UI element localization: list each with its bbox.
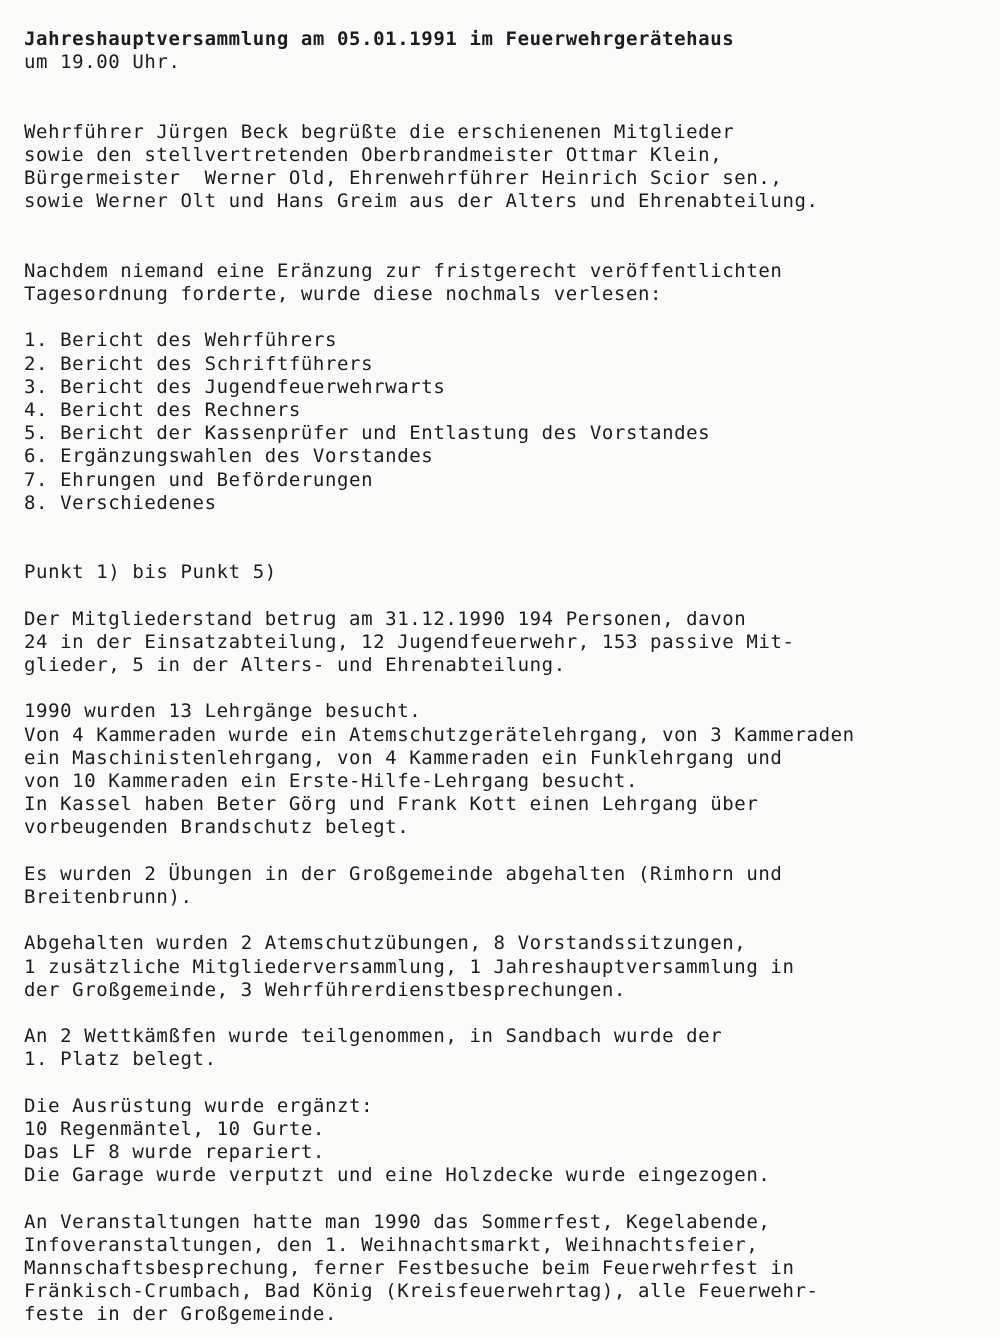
courses-line: vorbeugenden Brandschutz belegt. [24, 816, 410, 839]
courses-line: von 10 Kammeraden ein Erste-Hilfe-Lehrgang besucht. [24, 770, 638, 793]
agenda-item: 4. Bericht des Rechners [24, 399, 301, 422]
exercises-line: Breitenbrunn). [24, 885, 193, 908]
competitions-line: An 2 Wettkämßfen wurde teilgenommen, in Sandbach wurde der [24, 1025, 723, 1048]
equipment-line: Die Ausrüstung wurde ergänzt: [24, 1094, 374, 1117]
courses-line: Von 4 Kammeraden wurde ein Atemschutzgerätelehrgang, von 3 Kammeraden [24, 723, 855, 746]
events-line: feste in der Großgemeinde. [24, 1303, 338, 1326]
agenda-item: 1. Bericht des Wehrführers [24, 329, 338, 352]
meetings-line: Abgehalten wurden 2 Atemschutzübungen, 8 Vorstandssitzungen, [24, 932, 747, 955]
meetings-line: der Großgemeinde, 3 Wehrführerdienstbesprechungen. [24, 978, 626, 1001]
exercises-line: Es wurden 2 Übungen in der Großgemeinde abgehalten (Rimhorn und [24, 862, 783, 885]
meetings-line: 1 zusätzliche Mitgliederversammlung, 1 Jahreshauptversammlung in [24, 955, 795, 978]
events-line: Fränkisch-Crumbach, Bad König (Kreisfeuerwehrtag), alle Feuerwehr- [24, 1280, 819, 1303]
equipment-line: Die Garage wurde verputzt und eine Holzdecke wurde eingezogen. [24, 1164, 771, 1187]
greeting-line: Wehrführer Jürgen Beck begrüßte die erschienenen Mitglieder [24, 120, 735, 143]
events-line: Infoveranstaltungen, den 1. Weihnachtsmarkt, Weihnachtsfeier, [24, 1233, 759, 1256]
greeting-line: Bürgermeister Werner Old, Ehrenwehrführer Heinrich Scior sen., [24, 167, 783, 190]
agenda-item: 7. Ehrungen und Beförderungen [24, 468, 374, 491]
agenda-intro-paragraph [24, 260, 984, 306]
agenda-item: 2. Bericht des Schriftführers [24, 352, 374, 375]
agenda-item: 6. Ergänzungswahlen des Vorstandes [24, 445, 434, 468]
events-paragraph [24, 1211, 984, 1327]
document-page [24, 28, 984, 1327]
courses-line: ein Maschinistenlehrgang, von 4 Kammeraden ein Funklehrgang und [24, 746, 783, 769]
agenda-item: 8. Verschiedenes [24, 491, 217, 514]
equipment-paragraph [24, 1095, 984, 1188]
courses-paragraph [24, 700, 984, 839]
courses-line: 1990 wurden 13 Lehrgänge besucht. [24, 700, 422, 723]
members-line: Der Mitgliederstand betrug am 31.12.1990 194 Personen, davon [24, 607, 747, 630]
section-heading: Punkt 1) bis Punkt 5) [24, 561, 277, 584]
equipment-line: Das LF 8 wurde repariert. [24, 1141, 325, 1164]
courses-line: In Kassel haben Beter Görg und Frank Kott einen Lehrgang über [24, 793, 759, 816]
agenda-item: 5. Bericht der Kassenprüfer und Entlastung des Vorstandes [24, 422, 711, 445]
members-line: 24 in der Einsatzabteilung, 12 Jugendfeuerwehr, 153 passive Mit- [24, 630, 795, 653]
members-paragraph [24, 608, 984, 678]
greeting-paragraph [24, 121, 984, 214]
document-title: Jahreshauptversammlung am 05.01.1991 im Feuerwehrgerätehaus [24, 28, 735, 50]
agenda-intro-line: Tagesordnung forderte, wurde diese nochmals verlesen: [24, 283, 663, 306]
document-subtitle: um 19.00 Uhr. [24, 51, 181, 74]
events-line: Mannschaftsbesprechung, ferner Festbesuche beim Feuerwehrfest in [24, 1256, 795, 1279]
events-line: An Veranstaltungen hatte man 1990 das Sommerfest, Kegelabende, [24, 1210, 771, 1233]
greeting-line: sowie den stellvertretenden Oberbrandmeister Ottmar Klein, [24, 143, 723, 166]
equipment-line: 10 Regenmäntel, 10 Gurte. [24, 1117, 325, 1140]
agenda-item: 3. Bericht des Jugendfeuerwehrwarts [24, 375, 446, 398]
agenda-intro-line: Nachdem niemand eine Eränzung zur fristgerecht veröffentlichten [24, 259, 783, 282]
greeting-line: sowie Werner Olt und Hans Greim aus der Alters und Ehrenabteilung. [24, 190, 819, 213]
competitions-line: 1. Platz belegt. [24, 1048, 217, 1071]
meetings-paragraph [24, 932, 984, 1002]
agenda-list [24, 329, 984, 515]
competitions-paragraph [24, 1025, 984, 1071]
members-line: glieder, 5 in der Alters- und Ehrenabteilung. [24, 654, 566, 677]
exercises-paragraph [24, 863, 984, 909]
